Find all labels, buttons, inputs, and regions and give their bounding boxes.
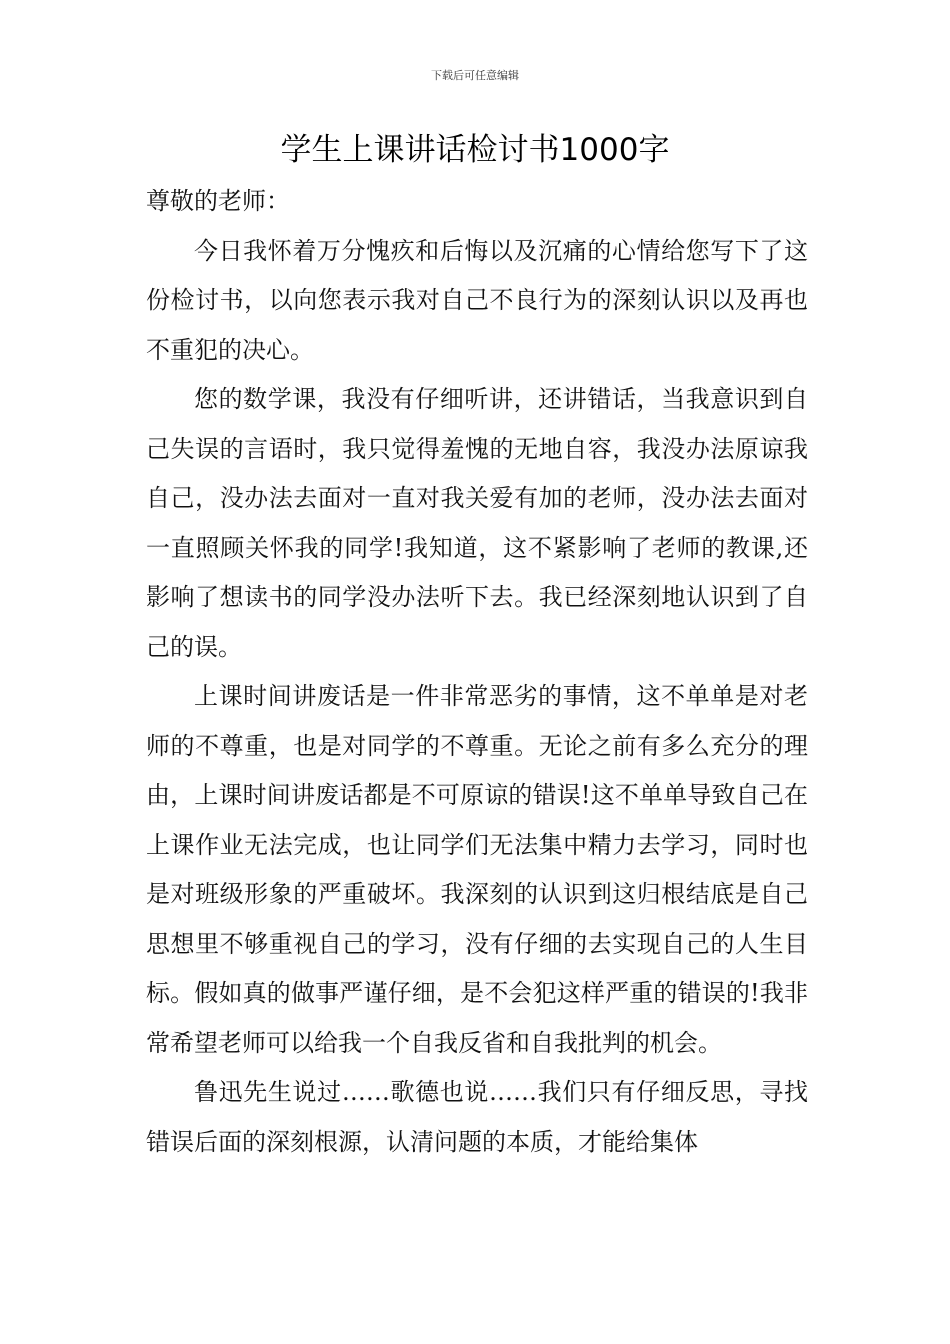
paragraph-1: 今日我怀着万分愧疚和后悔以及沉痛的心情给您写下了这份检讨书，以向您表示我对自己不良行为的深刻认识以及再也不重犯的决心。 [146,236,808,364]
salutation: 尊敬的老师： [146,187,290,215]
header-note: 下载后可任意编辑 [431,69,519,82]
paragraph-4: 鲁迅先生说过……歌德也说……我们只有仔细反思，寻找错误后面的深刻根源，认清问题的本质，才能给集体 [146,1078,808,1156]
paragraph-2: 您的数学课，我没有仔细听讲，还讲错话，当我意识到自己失误的言语时，我只觉得羞愧的无地自容，我没办法原谅我自己，没办法去面对一直对我关爱有加的老师，没办法去面对一直照顾关怀我的同学!我知道，这不紧影响了老师的教课,还影响了想读书的同学没办法听下去。我已经深刻地认识到了自己的误。 [146,385,808,661]
document-title: 学生上课讲话检讨书1000字 [280,132,670,168]
document-body [146,177,808,1167]
paragraph-3: 上课时间讲废话是一件非常恶劣的事情，这不单单是对老师的不尊重，也是对同学的不尊重。无论之前有多么充分的理由，上课时间讲废话都是不可原谅的错误!这不单单导致自己在上课作业无法完成，也让同学们无法集中精力去学习，同时也是对班级形象的严重破坏。我深刻的认识到这归根结底是自己思想里不够重视自己的学习，没有仔细的去实现自己的人生目标。假如真的做事严谨仔细，是不会犯这样严重的错误的!我非常希望老师可以给我一个自我反省和自我批判的机会。 [146,682,808,1057]
